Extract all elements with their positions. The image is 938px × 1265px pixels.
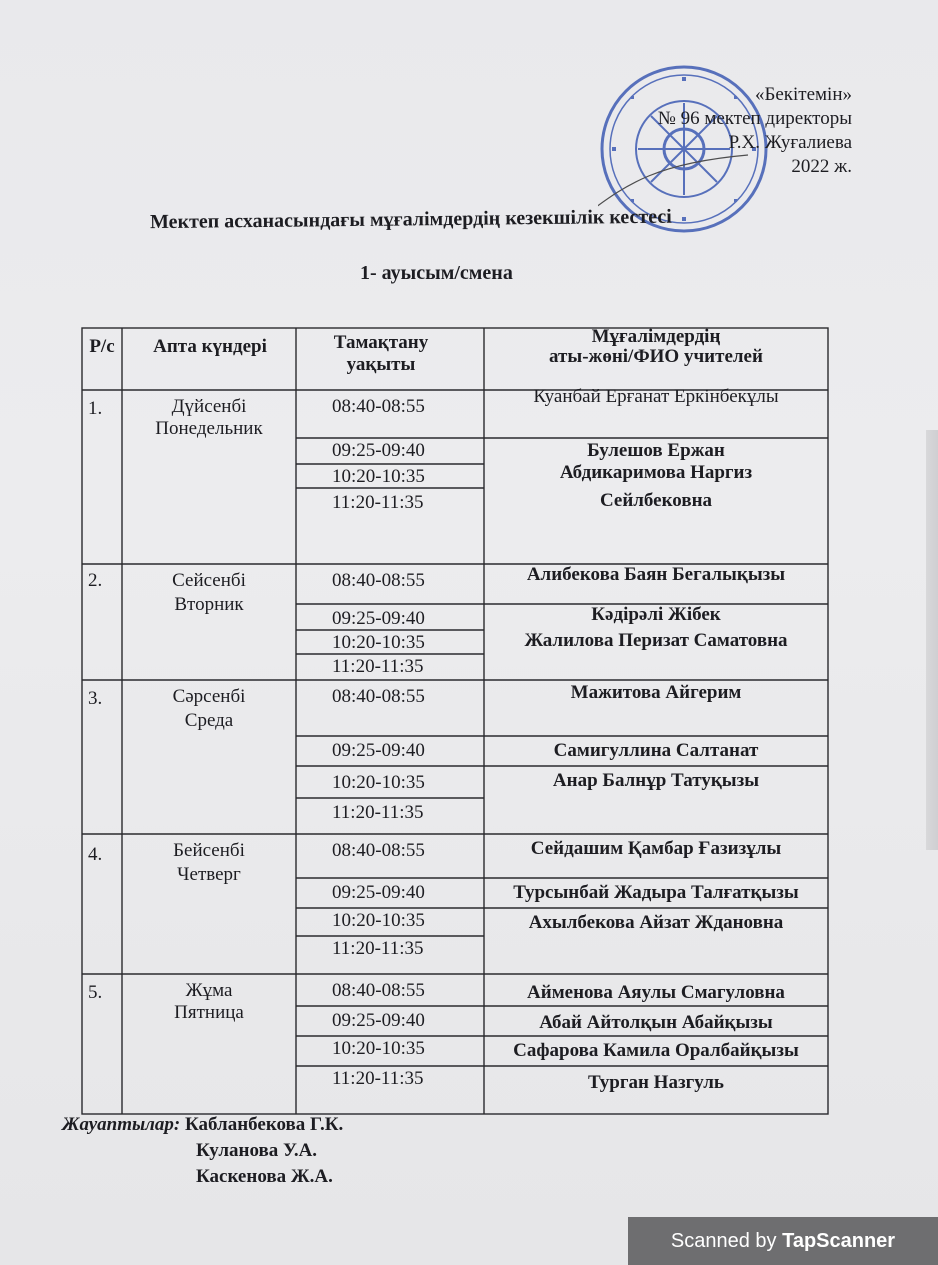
responsible-name: Куланова У.А. [196,1140,318,1161]
time-slot: 10:20-10:35 [332,772,425,793]
approval-position: № 96 мектеп директоры [657,108,852,129]
day-kz: Жұма [185,980,233,1001]
time-slot: 11:20-11:35 [332,938,424,959]
header-teachers-line1: Мұғалімдердің [591,326,721,347]
time-slot: 08:40-08:55 [332,686,425,707]
scanner-watermark-badge [628,1217,938,1265]
row-number: 4. [88,844,103,865]
teacher-name: Булешов Ержан [587,440,725,461]
approval-year: 2022 ж. [791,156,852,177]
row-number: 3. [88,688,103,709]
responsible-label: Жауаптылар: [62,1114,181,1135]
time-slot: 10:20-10:35 [332,1038,425,1059]
approval-title: «Бекітемін» [754,84,852,105]
day-ru: Среда [184,710,234,731]
teacher-name: Алибекова Баян Бегалықызы [526,564,786,585]
time-slot: 09:25-09:40 [332,440,425,461]
header-num: Р/с [89,336,115,357]
teacher-name: Кәдірәлі Жібек [591,604,721,625]
time-slot: 09:25-09:40 [332,882,425,903]
time-slot: 08:40-08:55 [332,980,425,1001]
approval-director: Р.Х. Жуғалиева [728,132,852,153]
time-slot: 11:20-11:35 [332,656,424,677]
teacher-name: Сейлбековна [599,490,713,511]
approval-block [652,83,852,179]
time-slot: 11:20-11:35 [332,802,424,823]
row-number: 1. [88,398,103,419]
row-number: 5. [88,982,103,1003]
header-time: Тамақтану уақыты [333,332,429,375]
time-slot: 10:20-10:35 [332,632,425,653]
teacher-name: Куанбай Ерғанат Еркінбекұлы [533,386,779,407]
teacher-name: Абдикаримова Наргиз [559,462,753,483]
teacher-name: Мажитова Айгерим [570,682,742,703]
teacher-name: Самигуллина Салтанат [553,740,759,761]
teacher-name: Жалилова Перизат Саматовна [524,630,788,651]
responsible-name: Кабланбекова Г.К. [184,1114,344,1135]
time-slot: 11:20-11:35 [332,492,424,513]
time-slot: 08:40-08:55 [332,396,425,417]
schedule-table [70,318,832,1118]
day-ru: Четверг [177,864,241,885]
teacher-name: Абай Айтолқын Абайқызы [539,1012,773,1033]
time-slot: 09:25-09:40 [332,740,425,761]
teacher-name: Турган Назгуль [588,1072,724,1093]
time-slot: 11:20-11:35 [332,1068,424,1089]
day-kz: Дүйсенбі [171,396,247,417]
day-kz: Бейсенбі [173,840,245,861]
paper-edge [926,430,938,850]
responsible-name: Каскенова Ж.А. [196,1166,333,1187]
teacher-name: Сейдашим Қамбар Ғазизұлы [530,838,782,859]
teacher-name: Сафарова Камила Оралбайқызы [513,1040,799,1061]
day-ru: Понедельник [155,418,263,439]
row-number: 2. [88,570,103,591]
time-slot: 08:40-08:55 [332,840,425,861]
teacher-name: Айменова Аяулы Смагуловна [527,982,785,1003]
badge-prefix: Scanned by [670,1230,783,1252]
badge-brand: TapScanner [782,1230,896,1252]
responsible-persons [62,1112,344,1187]
time-slot: 09:25-09:40 [332,1010,425,1031]
page-title: Мектеп асханасындағы мұғалімдердің кезекшілік кестесі [149,205,672,234]
header-days: Апта күндері [153,336,267,357]
day-kz: Сейсенбі [172,570,246,591]
day-kz: Сәрсенбі [172,686,246,707]
day-ru: Пятница [174,1002,244,1023]
teacher-name: Ахылбекова Айзат Ждановна [528,912,784,933]
page-subtitle: 1- ауысым/смена [360,262,513,284]
time-slot: 10:20-10:35 [332,466,425,487]
time-slot: 10:20-10:35 [332,910,425,931]
teacher-name: Анар Балнұр Татуқызы [552,770,760,791]
teacher-name: Турсынбай Жадыра Талғатқызы [513,882,799,903]
time-slot: 08:40-08:55 [332,570,425,591]
day-ru: Вторник [174,594,244,615]
time-slot: 09:25-09:40 [332,608,425,629]
header-teachers-line2: аты-жөні/ФИО учителей [549,346,763,367]
